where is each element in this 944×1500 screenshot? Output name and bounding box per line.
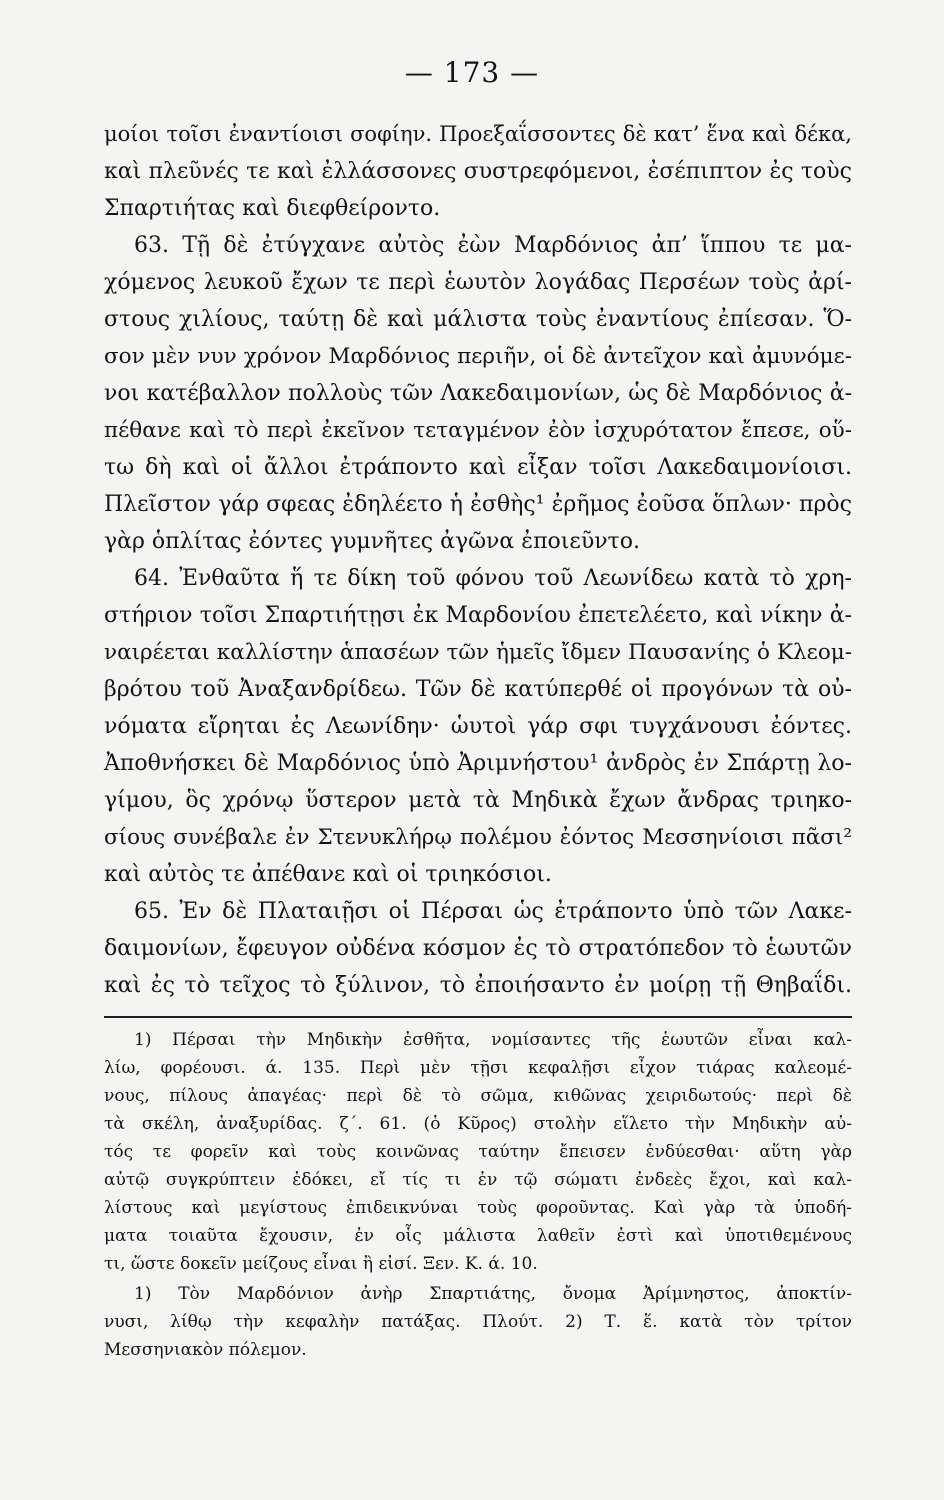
footnote-line: ματα τοιαῦτα ἔχουσιν, ἐν οἷς μάλιστα λαθεῖν ἐστὶ καὶ ὑποτιθεμένους — [104, 1226, 852, 1246]
text-line: στους χιλίους, ταύτῃ δὲ καὶ μάλιστα τοὺς ἐναντίους ἐπίεσαν. Ὅ- — [104, 307, 852, 332]
text-line: πέθανε καὶ τὸ περὶ ἐκεῖνον τεταγμένον ἐὸν ἰσχυρότατον ἔπεσε, οὕ- — [104, 418, 852, 443]
main-text — [104, 116, 852, 1004]
footnote-line: λίω, φορέουσι. ά. 135. Περὶ μὲν τῇσι κεφαλῇσι εἶχον τιάρας καλεομέ- — [104, 1058, 852, 1078]
footnote-line: αὐτῷ συγκρύπτειν ἐδόκει, εἴ τίς τι ἐν τῷ σώματι ἐνδεὲς ἔχοι, καὶ καλ- — [104, 1170, 852, 1190]
text-line: καὶ ἐς τὸ τεῖχος τὸ ξύλινον, τὸ ἐποιήσαντο ἐν μοίρῃ τῇ Θηβαΐδι. — [104, 973, 852, 998]
text-line: Πλεῖστον γάρ σφεας ἐδηλέετο ἡ ἐσθὴς¹ ἐρῆμος ἐοῦσα ὅπλων· πρὸς — [104, 492, 852, 517]
section-65-start: 65. Ἐν δὲ Πλαταιῇσι οἱ Πέρσαι ὡς ἐτράποντο ὑπὸ τῶν Λακε- — [134, 899, 852, 924]
footnote-2-start: 1) Τὸν Μαρδόνιον ἀνὴρ Σπαρτιάτης, ὄνομα Ἀρίμνηστος, ἀποκτίν- — [134, 1284, 852, 1304]
footnote-line: τὰ σκέλη, ἀναξυρίδας. ζ΄. 61. (ὁ Κῦρος) στολὴν εἵλετο τὴν Μηδικὴν αὐ- — [104, 1114, 852, 1134]
page-number: — 173 — — [404, 56, 540, 89]
text-line: σίους συνέβαλε ἐν Στενυκλήρῳ πολέμου ἐόντος Μεσσηνίοισι πᾶσι² — [104, 825, 852, 850]
text-line: γὰρ ὁπλίτας ἐόντες γυμνῆτες ἀγῶνα ἐποιεῦντο. — [104, 529, 640, 554]
text-line: καὶ αὐτὸς τε ἀπέθανε καὶ οἱ τριηκόσιοι. — [104, 862, 552, 887]
footnote-line: νυσι, λίθῳ τὴν κεφαλὴν πατάξας. Πλούτ. 2) Τ. ἕ. κατὰ τὸν τρίτον — [104, 1312, 852, 1332]
footnote-line: τός τε φορεῖν καὶ τοὺς κοινῶνας ταύτην ἔπεισεν ἐνδύεσθαι· αὕτη γὰρ — [104, 1142, 852, 1162]
footnote-line: λίστους καὶ μεγίστους ἐπιδεικνύναι τοὺς φοροῦντας. Καὶ γὰρ τὰ ὑποδή- — [104, 1198, 852, 1218]
footnote-divider — [104, 1016, 852, 1018]
text-line: Ἀποθνήσκει δὲ Μαρδόνιος ὑπὸ Ἀριμνήστου¹ ἀνδρὸς ἐν Σπάρτῃ λο- — [104, 751, 852, 776]
text-line: στήριον τοῖσι Σπαρτιήτῃσι ἐκ Μαρδονίου ἐπετελέετο, καὶ νίκην ἀ- — [104, 603, 852, 628]
text-line: Σπαρτιήτας καὶ διεφθείροντο. — [104, 196, 441, 221]
section-64-start: 64. Ἐνθαῦτα ἥ τε δίκη τοῦ φόνου τοῦ Λεωνίδεω κατὰ τὸ χρη- — [134, 566, 852, 591]
text-line: καὶ πλεῦνές τε καὶ ἐλλάσσονες συστρεφόμενοι, ἐσέπιπτον ἐς τοὺς — [104, 159, 852, 184]
footnote-line: τι, ὥστε δοκεῖν μείζους εἶναι ἢ εἰσί. Ξεν. Κ. ά. 10. — [104, 1254, 538, 1274]
footnote-1-start: 1) Πέρσαι τὴν Μηδικὴν ἐσθῆτα, νομίσαντες τῆς ἑωυτῶν εἶναι καλ- — [134, 1030, 852, 1050]
text-line: νοι κατέβαλλον πολλοὺς τῶν Λακεδαιμονίων, ὡς δὲ Μαρδόνιος ἀ- — [104, 381, 852, 406]
text-line: δαιμονίων, ἔφευγον οὐδένα κόσμον ἐς τὸ στρατόπεδον τὸ ἑωυτῶν — [104, 936, 852, 961]
text-line: ναιρέεται καλλίστην ἁπασέων τῶν ἡμεῖς ἴδμεν Παυσανίης ὁ Κλεομ- — [104, 640, 852, 665]
text-line: σον μὲν νυν χρόνον Μαρδόνιος περιῆν, οἱ δὲ ἀντεῖχον καὶ ἀμυνόμε- — [104, 344, 852, 369]
text-line: γίμου, ὃς χρόνῳ ὕστερον μετὰ τὰ Μηδικὰ ἔχων ἄνδρας τριηκο- — [104, 788, 852, 813]
text-line: βρότου τοῦ Ἀναξανδρίδεω. Τῶν δὲ κατύπερθέ οἱ προγόνων τὰ οὐ- — [104, 677, 852, 702]
text-line: μοίοι τοῖσι ἐναντίοισι σοφίην. Προεξαΐσσοντες δὲ κατ’ ἕνα καὶ δέκα, — [104, 122, 852, 146]
section-63-start: 63. Τῇ δὲ ἐτύγχανε αὐτὸς ἐὼν Μαρδόνιος ἀπ’ ἵππου τε μα- — [134, 233, 852, 258]
footnotes — [104, 1026, 852, 1364]
text-line: χόμενος λευκοῦ ἔχων τε περὶ ἑωυτὸν λογάδας Περσέων τοὺς ἀρί- — [104, 270, 852, 295]
text-line: νόματα εἴρηται ἐς Λεωνίδην· ὡυτοὶ γάρ σφι τυγχάνουσι ἐόντες. — [104, 714, 852, 739]
text-line: τω δὴ καὶ οἱ ἄλλοι ἐτράποντο καὶ εἶξαν τοῖσι Λακεδαιμονίοισι. — [104, 455, 852, 480]
footnote-line: Μεσσηνιακὸν πόλεμον. — [104, 1340, 307, 1360]
footnote-line: νους, πίλους ἀπαγέας· περὶ δὲ τὸ σῶμα, κιθῶνας χειριδωτούς· περὶ δὲ — [104, 1086, 852, 1106]
